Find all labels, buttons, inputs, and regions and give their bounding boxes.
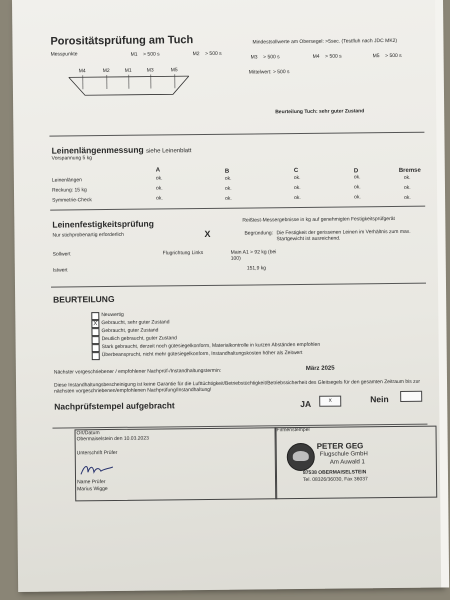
divider-2 (50, 206, 425, 211)
diagram-label-m2: M2 (102, 67, 110, 75)
nein-label: Nein (370, 394, 389, 405)
ort-label: Ort/Datum (76, 430, 100, 437)
ort-value: Obermaiselstein den 10.03.2023 (76, 435, 149, 443)
istwert-value: 151,9 kg (246, 265, 267, 272)
mittelwert: Mittelwert: > 500 s (248, 69, 290, 76)
begruendung-label: Begründung: (244, 230, 274, 237)
reiss-label: Reißtest-Messergebnisse in kg auf genehmigten Festigkeitsprüfgerät (242, 216, 395, 224)
point-m2: M2 > 500 s (192, 50, 222, 58)
company-tel: Tel. 08326/36030, Fax 36037 (303, 476, 368, 483)
firmenstempel-label: Firmenstempel (276, 426, 310, 434)
next-date-value: März 2025 (305, 365, 335, 372)
company-name: PETER GEG (316, 441, 364, 451)
beurteilung-title: BEURTEILUNG (53, 293, 115, 305)
name-label: Name Prüfer (77, 479, 106, 486)
messpunkte-label: Messpunkte (50, 51, 78, 58)
company-sub: Flugschule GmbH (319, 451, 368, 458)
point-m4: M4 > 500 s (312, 53, 342, 60)
point-m5: M5 > 500 s (372, 52, 402, 60)
ja-checkbox[interactable]: x (319, 396, 341, 407)
checkbox-stark[interactable] (92, 344, 100, 352)
checkbox-deutlich[interactable] (92, 336, 100, 344)
col-bremse: Bremse (398, 167, 421, 174)
col-c: C (293, 168, 299, 175)
col-b: B (224, 168, 230, 175)
company-city: 87538 OBERMAISELSTEIN (302, 469, 367, 476)
beurteilung-tuch: Beurteilung Tuch: sehr guter Zustand (275, 108, 365, 116)
ja-label: JA (300, 398, 312, 410)
col-a: A (155, 167, 161, 174)
next-date-label: Nächster vorgeschriebener / empfohlener Nachprüf-/Instandhaltungstermin: (53, 367, 222, 376)
nein-checkbox[interactable] (400, 391, 422, 402)
leinenlaenge-title: Leinenlängenmessung siehe Leinenblatt (51, 144, 192, 156)
diagram-label-m5: M5 (170, 67, 178, 74)
name-value: Marius Wigge (77, 486, 108, 493)
unterschrift-label: Unterschrift Prüfer (76, 449, 118, 457)
signature-scribble (79, 461, 115, 477)
divider-3 (51, 283, 426, 288)
diagram-label-m1: M1 (124, 67, 132, 74)
disclaimer: Diese Instandhaltungsbescheinigung ist keine Garantie für die Lufttüchtigkeit/Betriebstüchtigkeit/Betriebssicherheit des Gleitsegels für den gesamten Zeitraum bis zur nächsten vorgeschriebenen/empfohlenen Nachprüfung/Instandhaltung! (54, 378, 421, 395)
diagram-label-m4: M4 (78, 68, 86, 75)
stichprobe-mark: X (204, 228, 211, 239)
stichprobe-label: Nur stichprobenartig erforderlich (52, 231, 124, 239)
checkbox-neuwertig[interactable] (91, 312, 99, 320)
festigkeit-title: Leinenfestigkeitsprüfung (52, 218, 154, 230)
company-logo-icon (287, 443, 315, 471)
sollwert-label: Sollwert (52, 251, 71, 258)
sheet-edge (435, 0, 449, 588)
point-m3: M3 > 500 s (250, 54, 280, 61)
col-d: D (353, 168, 359, 175)
flugrichtung: Flugrichtung Links (162, 250, 204, 257)
porositaet-min-label: Mindestsollwerte am Obersegel: >5sec. (Testfluh nach JDC MK2) (252, 37, 398, 46)
document-sheet: Porositätsprüfung am Tuch Mindestsollwerte am Obersegel: >5sec. (Testfluh nach JDC MK2) Messpunkte M1 > 500 s M2 > 500 s M3 > 500 s M4 > 500 s M5 > 500 s M4 M2 M1 M3 M5 Mittelwert: > 500 s Beurteilung Tuch: sehr guter Zustand Leinenlängenmessung siehe Leinenblatt Vorspannung 5 kg A B C D Bremse Leinenlängen ok. ok. ok. ok. ok. Reckung: 15 kg ok. ok. ok. ok. ok. Symmetrie-Check ok. ok. ok. ok. ok. Leinenfestigkeitsprüfung Reißtest-Messergebnisse in kg auf genehmigten Festigkeitsprüfgerät Nur stichprobenartig erforderlich X Begründung: Die Festigkeit der gerissenen Leinen im Verhältnis zum max. Startgewicht ist ausreichend. Sollwert Flugrichtung Links Main A1 > 92 kg (bei 100) Istwert 151,9 kg BEURTEILUNG Neuwertig X Gebraucht, sehr guter Zustand Gebraucht, guter Zustand Deutlich gebraucht, guter Zustand Stark gebraucht, derzeit noch gütesiegelkonform, Materialkontrolle in kurzen Abständen empfohlen Überbeansprucht, nicht mehr gütesiegelkonform, Instandhaltungskosten höher als Zeitwert Nächster vorgeschriebener / empfohlener Nachprüf-/Instandhaltungstermin: März 2025 Diese Instandhaltungsbescheinigung ist keine Garantie für die Lufttüchtigkeit/Betriebstüchtigkeit/Betriebssicherheit des Gleitsegels für den gesamten Zeitraum bis zur nächsten vorgeschriebenen/empfohlenen Nachprüfung/Instandhaltung! Nachprüfstempel aufgebracht JA x Nein Ort/Datum Obermaiselstein den 10.03.2023 Unterschrift Prüfer Name Prüfer Marius Wigge Firmenstempel PETER GEG Flugschule GmbH Am Auwald 1 87538 OBERMAISELSTEIN Tel. 08326/36030, Fax 36037 (12, 0, 443, 592)
main-value: Main A1 > 92 kg (bei 100) (230, 249, 277, 262)
vorspannung: Vorspannung 5 kg (51, 155, 93, 162)
point-m1: M1 > 500 s (130, 51, 160, 58)
begruendung-text: Die Festigkeit der gerissenen Leinen im Verhältnis zum max. Startgewicht ist ausreichend. (276, 228, 411, 243)
diagram-label-m3: M3 (146, 67, 154, 74)
porositaet-title: Porositätsprüfung am Tuch (50, 34, 194, 48)
istwert-label: Istwert (52, 267, 68, 274)
company-street: Am Auwald 1 (329, 459, 365, 466)
checkbox-gut[interactable] (91, 328, 99, 336)
stempel-title: Nachprüfstempel aufgebracht (54, 400, 175, 412)
checkbox-ueberbeansprucht[interactable] (92, 352, 100, 360)
divider-1 (49, 132, 424, 137)
checkbox-sehr-gut[interactable]: X (91, 320, 99, 328)
